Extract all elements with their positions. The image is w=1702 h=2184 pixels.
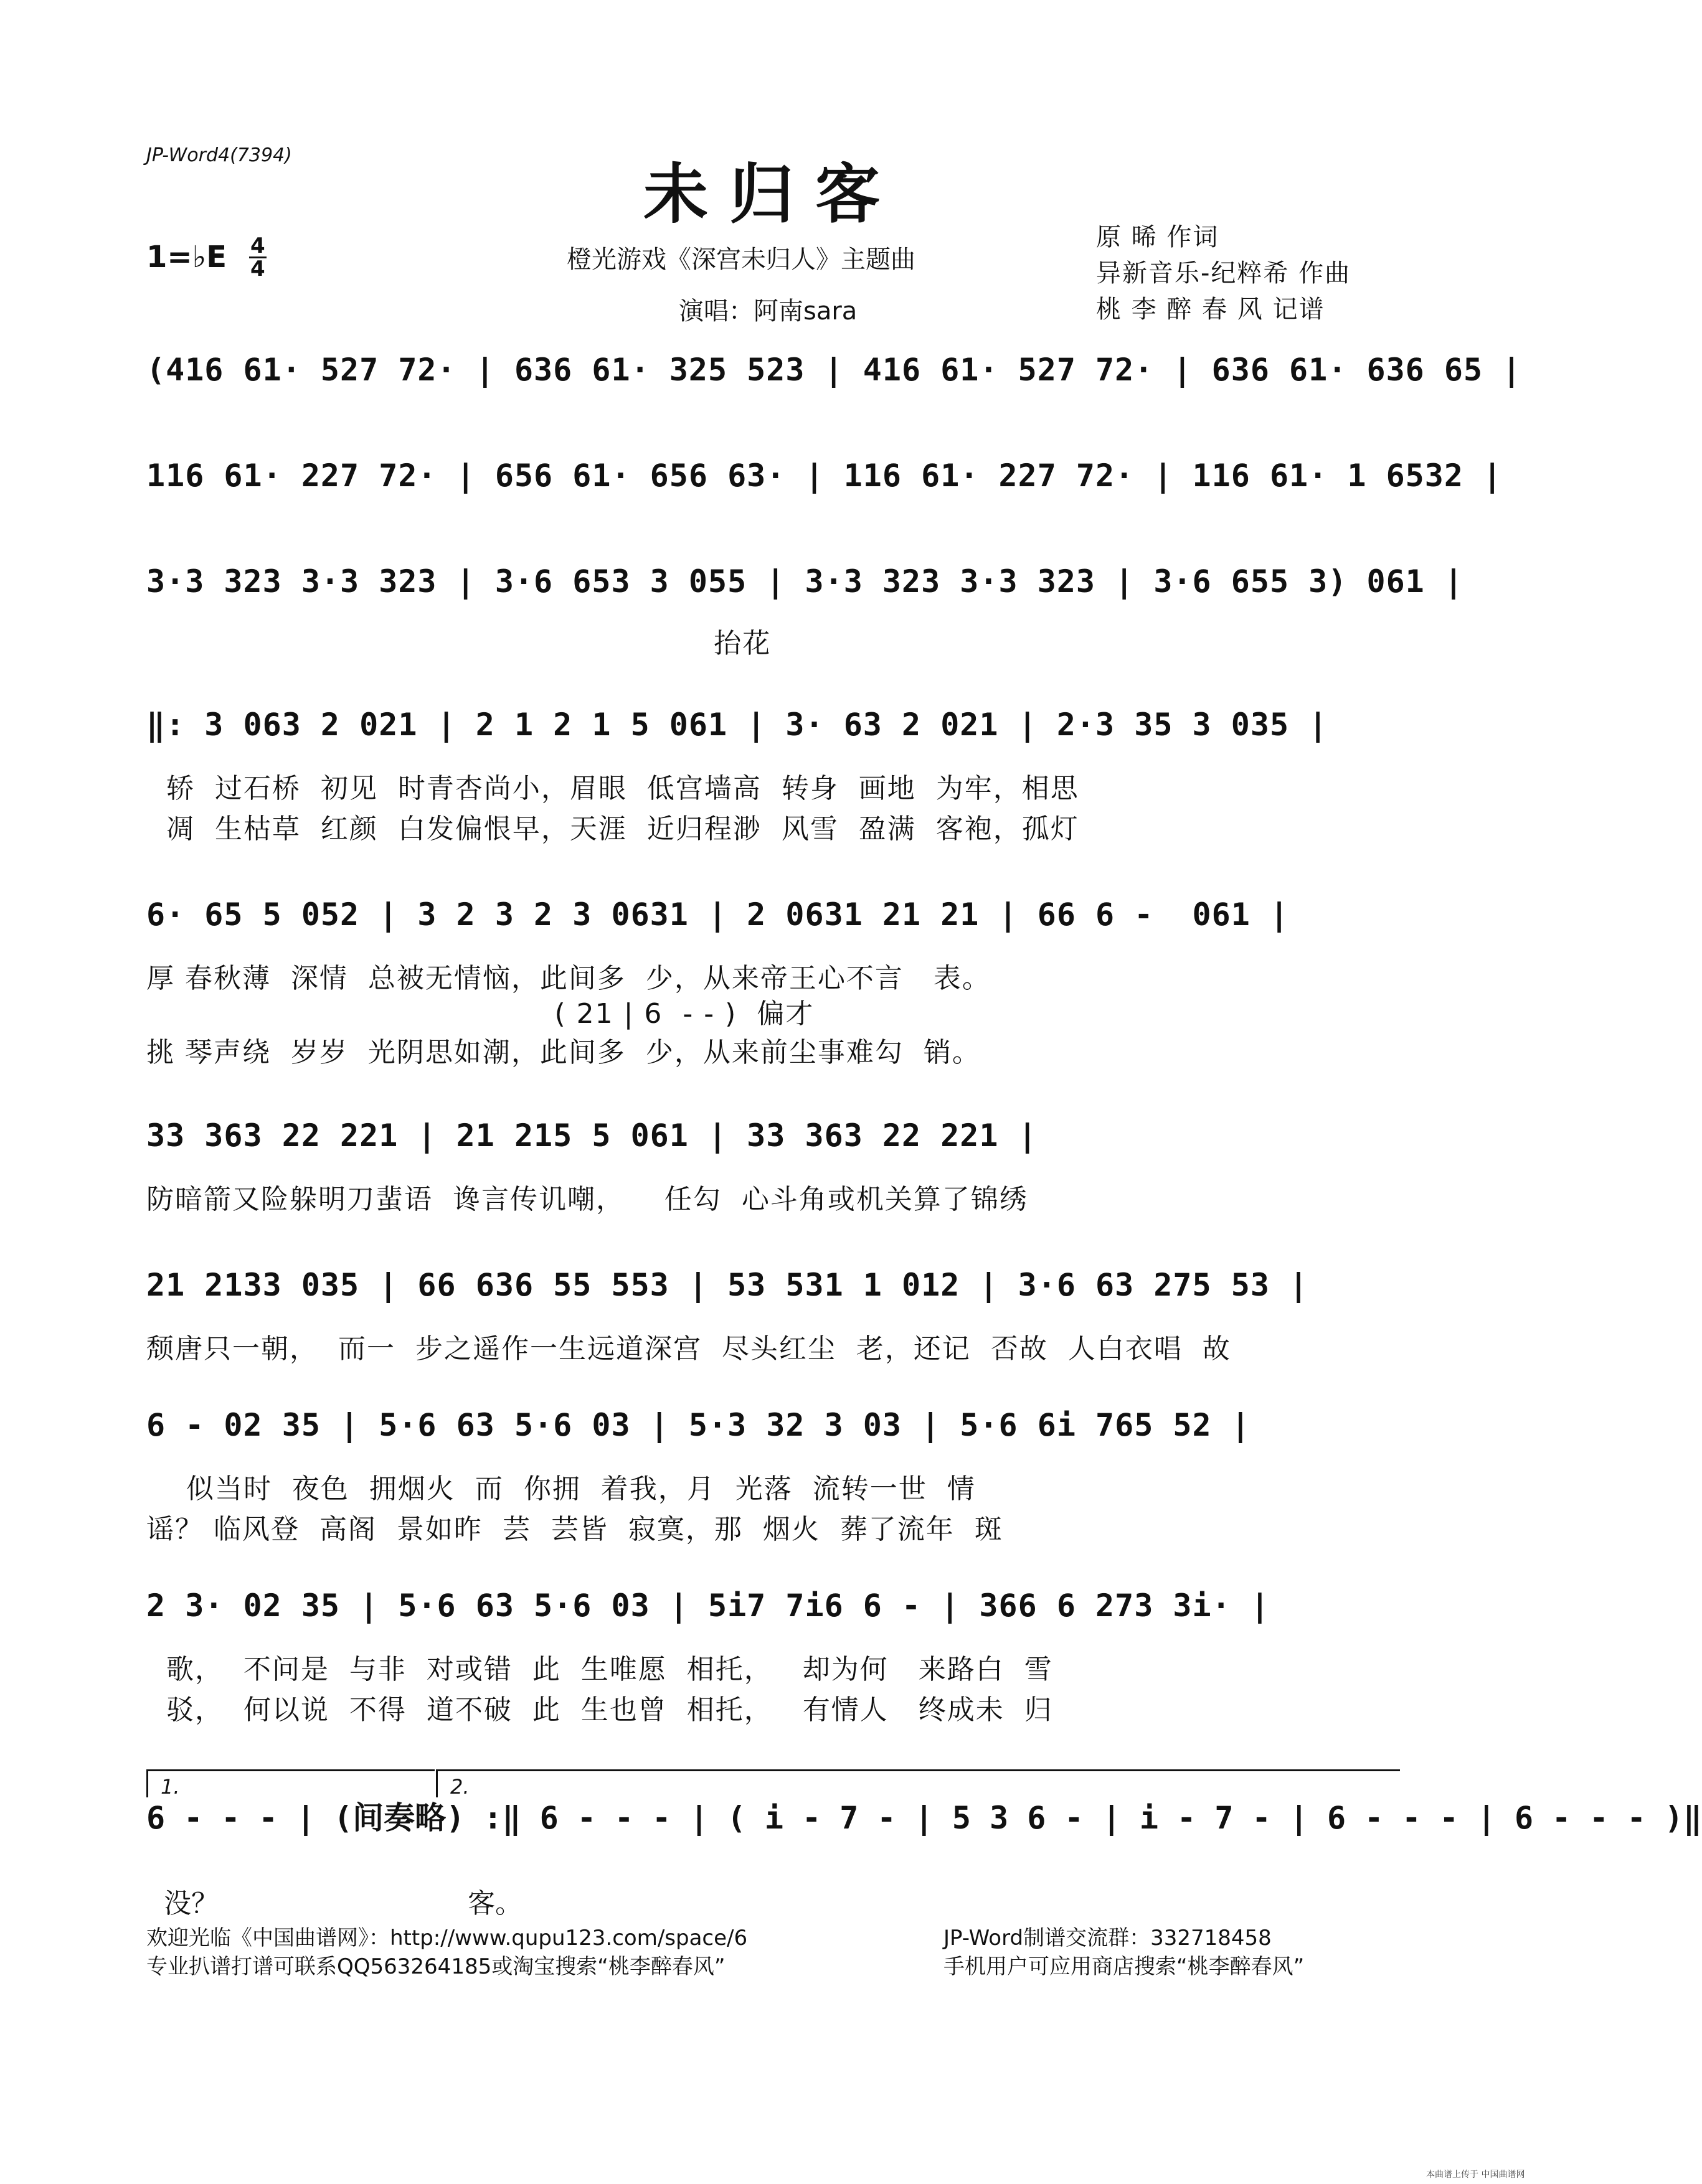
ending-lyric-1: 没？ bbox=[163, 1888, 219, 1919]
transcriber-credit: 桃 李 醉 春 风 记谱 bbox=[1096, 295, 1325, 324]
lyric-line-verse-2: 驳， 何以说 不得 道不破 此 生也曾 相托， 有情人 终成未 归 bbox=[146, 1694, 1053, 1726]
singer: 演唱：阿南sara bbox=[679, 297, 858, 326]
time-signature bbox=[249, 235, 267, 280]
footer-group-line: JP-Word制谱交流群：332718458 bbox=[943, 1926, 1272, 1951]
time-denominator: 4 bbox=[250, 257, 265, 281]
lyric-line-verse-1: 厚 春秋薄 深情 总被无情恼，此间多 少，从来帝王心不言 表。 bbox=[146, 963, 991, 994]
upload-watermark: 本曲谱上传于 中国曲谱网 bbox=[1426, 2170, 1525, 2180]
software-label: JP-Word4(7394) bbox=[146, 144, 292, 166]
footer-contact-line: 专业扒谱打谱可联系QQ563264185或淘宝搜索“桃李醉春风” bbox=[146, 1954, 726, 1979]
lyricist-credit: 原 晞 作词 bbox=[1096, 223, 1219, 252]
notes-line: 6· 65 5 052 | 3 2 3 2 3 0631 | 2 0631 21 21 | 66 6 - 061 | bbox=[146, 897, 1290, 933]
song-title: 未归客 bbox=[643, 156, 901, 232]
key-signature bbox=[146, 240, 227, 275]
ending-lyrics bbox=[146, 1849, 522, 1921]
lyric-line-verse-1: 轿 过石桥 初见 时青杏尚小，眉眼 低宫墙高 转身 画地 为牢，相思 bbox=[146, 773, 1079, 804]
ending-lyric-2: 客。 bbox=[467, 1888, 522, 1919]
footer-right bbox=[943, 1924, 1304, 1981]
notes-line: 116 61· 227 72· | 656 61· 656 63· | 116 61· 227 72· | 116 61· 1 6532 | bbox=[146, 458, 1503, 494]
volta-first-ending: 1. bbox=[146, 1769, 435, 1797]
footer-app-line: 手机用户可应用商店搜索“桃李醉春风” bbox=[943, 1954, 1305, 1979]
notes-line: 2 3· 02 35 | 5·6 63 5·6 03 | 5i7 7i6 6 - | 366 6 273 3i· | bbox=[146, 1588, 1270, 1624]
lyric-line-interlude: ( 21 | 6 - - ) 偏才 bbox=[146, 998, 815, 1030]
lyric-line-verse-2: 凋 生枯草 红颜 白发偏恨早，天涯 近归程渺 风雪 盈满 客袍，孤灯 bbox=[146, 813, 1079, 845]
notes-line: 6 - 02 35 | 5·6 63 5·6 03 | 5·3 32 3 03 | 5·6 6i 765 52 | bbox=[146, 1407, 1250, 1443]
lyric-line-verse-1: 歌， 不问是 与非 对或错 此 生唯愿 相托， 却为何 来路白 雪 bbox=[146, 1654, 1053, 1685]
credits bbox=[1096, 219, 1351, 327]
notes-line: 3·3 323 3·3 323 | 3·6 653 3 055 | 3·3 323 3·3 323 | 3·6 655 3) 061 | bbox=[146, 563, 1463, 600]
lyric-line-verse-1: 似当时 夜色 拥烟火 而 你拥 着我，月 光落 流转一世 情 bbox=[146, 1473, 976, 1505]
notes-line: 33 363 22 221 | 21 215 5 061 | 33 363 22 221 | bbox=[146, 1118, 1038, 1154]
volta-second-ending: 2. bbox=[436, 1769, 1400, 1797]
lyric-line: 抬花 bbox=[146, 628, 772, 659]
subtitle: 橙光游戏《深宫未归人》主题曲 bbox=[567, 245, 915, 274]
footer-left bbox=[146, 1924, 747, 1981]
ending-notes: 6 - - - | (间奏略) :‖ 6 - - - | ( i - 7 - | 5 3 6 - | i - 7 - | 6 - - - | 6 - - - )‖ bbox=[146, 1800, 1702, 1836]
notes-line: (416 61· 527 72· | 636 61· 325 523 | 416 61· 527 72· | 636 61· 636 65 | bbox=[146, 352, 1522, 388]
footer-site-line: 欢迎光临《中国曲谱网》：http://www.qupu123.com/space/6 bbox=[146, 1926, 748, 1951]
lyric-line-verse-2: 谣？ 临风登 高阁 景如昨 芸 芸皆 寂寞，那 烟火 葬了流年 斑 bbox=[146, 1513, 1003, 1545]
time-numerator: 4 bbox=[250, 233, 265, 258]
lyric-line: 颓唐只一朝， 而一 步之遥作一生远道深宫 尽头红尘 老，还记 否故 人白衣唱 故 bbox=[146, 1333, 1231, 1365]
composer-credit: 异新音乐-纪粹希 作曲 bbox=[1096, 259, 1351, 288]
lyric-line: 防暗箭又险躲明刀蜚语 谗言传讥嘲， 任勾 心斗角或机关算了锦绣 bbox=[146, 1184, 1028, 1215]
notes-line: ‖: 3 063 2 021 | 2 1 2 1 5 061 | 3· 63 2 021 | 2·3 35 3 035 | bbox=[146, 707, 1328, 743]
lyric-line-verse-2: 挑 琴声绕 岁岁 光阴思如潮，此间多 少，从来前尘事难勾 销。 bbox=[146, 1037, 981, 1068]
key-text: 1=♭E bbox=[146, 240, 227, 275]
notes-line: 21 2133 035 | 66 636 55 553 | 53 531 1 012 | 3·6 63 275 53 | bbox=[146, 1267, 1309, 1303]
